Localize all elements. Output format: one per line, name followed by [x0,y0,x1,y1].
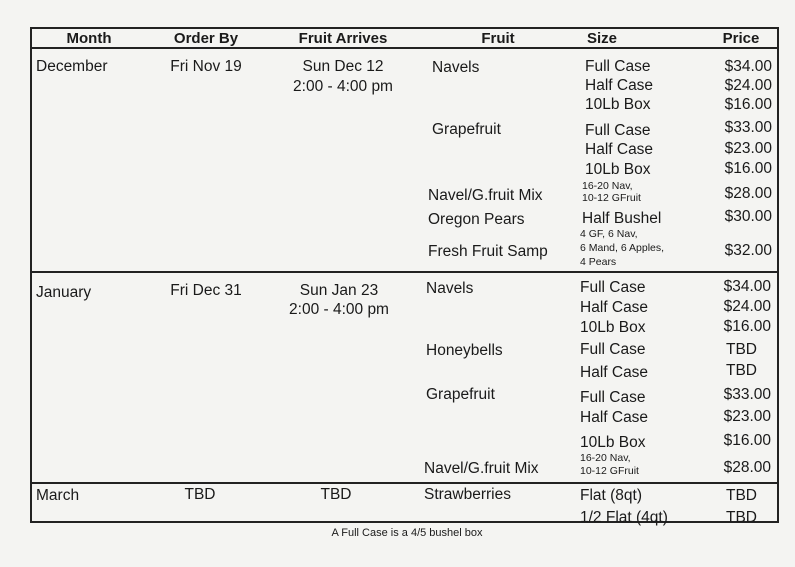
march-order-by: TBD [184,486,216,503]
january-divider [30,271,779,273]
header-divider [30,47,779,49]
price-cell: $34.00 [723,278,771,295]
size-cell: Full Case [580,279,646,296]
price-cell: $23.00 [723,408,771,425]
price-cell: TBD [726,509,757,526]
size-cell: 10Lb Box [580,434,646,451]
january-arrives-date: Sun Jan 23 [299,282,379,299]
size-cell: Half Case [580,409,649,426]
header-fruit-arrives: Fruit Arrives [298,30,388,47]
january-month: January [36,284,92,301]
price-table [30,27,779,523]
size-cell-line: 16-20 Nav, [582,180,633,192]
fruit-cell: Fresh Fruit Samp [428,243,548,260]
size-cell: Full Case [585,122,651,139]
size-cell-line: 6 Mand, 6 Apples, [580,242,665,254]
header-price: Price [722,30,760,47]
price-cell: $24.00 [724,77,772,94]
header-fruit: Fruit [481,30,515,47]
size-cell: 1/2 Flat (4qt) [580,509,668,526]
price-cell: TBD [726,341,757,358]
size-cell: Full Case [580,389,646,406]
size-cell: Flat (8qt) [580,487,643,504]
price-cell: $23.00 [724,140,772,157]
price-cell: $33.00 [723,386,771,403]
fruit-cell: Grapefruit [426,386,495,403]
fruit-cell: Navel/G.fruit Mix [424,460,539,477]
size-cell: Half Bushel [582,210,662,227]
fruit-cell: Oregon Pears [428,211,525,228]
price-cell: $32.00 [724,242,772,259]
price-cell: $16.00 [724,160,772,177]
footnote: A Full Case is a 4/5 bushel box [331,527,483,539]
size-cell: 10Lb Box [585,96,651,113]
fruit-cell: Honeybells [426,342,503,359]
size-cell-line: 10-12 GFruit [582,192,641,204]
header-month: Month [66,30,112,47]
price-cell: $33.00 [724,119,772,136]
price-cell: $16.00 [723,318,771,335]
size-cell: Full Case [580,341,646,358]
december-arrives-date: Sun Dec 12 [302,58,384,75]
march-month: March [36,487,80,504]
size-cell: Half Case [580,364,649,381]
fruit-cell: Navels [426,280,474,297]
price-cell: $30.00 [724,208,772,225]
price-cell: $16.00 [724,96,772,113]
fruit-cell: Strawberries [424,486,511,503]
size-cell-line: 10-12 GFruit [580,465,639,477]
size-cell: 10Lb Box [580,319,646,336]
price-cell: TBD [726,487,757,504]
size-cell-line: 4 Pears [580,256,617,268]
december-order-by: Fri Nov 19 [170,58,242,75]
size-cell: Half Case [585,77,654,94]
size-cell-line: 4 GF, 6 Nav, [580,228,638,240]
price-cell: $34.00 [724,58,772,75]
march-divider [30,482,779,484]
price-cell: $28.00 [723,459,771,476]
march-arrives: TBD [320,486,352,503]
size-cell: Full Case [585,58,651,75]
fruit-cell: Navels [432,59,480,76]
december-arrives-time: 2:00 - 4:00 pm [293,78,393,95]
fruit-cell: Navel/G.fruit Mix [428,187,543,204]
january-order-by: Fri Dec 31 [170,282,242,299]
price-cell: TBD [726,362,757,379]
size-cell-line: 16-20 Nav, [580,452,631,464]
price-cell: $16.00 [723,432,771,449]
size-cell: 10Lb Box [585,161,651,178]
header-order-by: Order By [173,30,239,47]
fruit-cell: Grapefruit [432,121,501,138]
price-cell: $28.00 [724,185,772,202]
price-cell: $24.00 [723,298,771,315]
size-cell: Half Case [580,299,649,316]
january-arrives-time: 2:00 - 4:00 pm [289,301,389,318]
header-size: Size [586,30,618,47]
size-cell: Half Case [585,141,654,158]
december-month: December [36,58,108,75]
